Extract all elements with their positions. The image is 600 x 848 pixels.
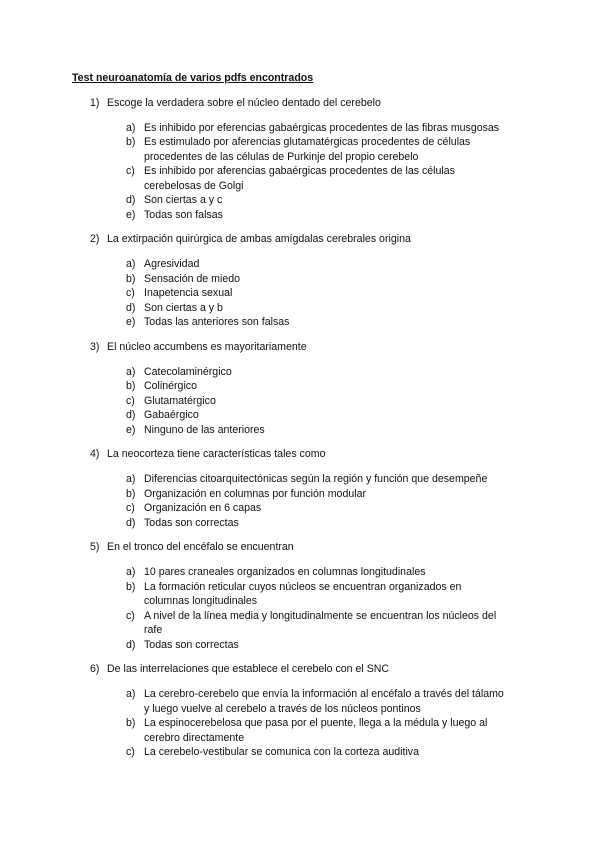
- question-label: El núcleo accumbens es mayoritariamente: [107, 340, 307, 353]
- answer-option: [72, 379, 532, 394]
- option-text: Inapetencia sexual: [144, 287, 233, 299]
- option-text: cerebelosas de Golgi: [144, 179, 244, 192]
- answer-option: [72, 423, 532, 438]
- option-text: procedentes de las células de Purkinje del propio cerebelo: [144, 150, 419, 163]
- option-letter: e): [126, 423, 136, 436]
- option-text: La espinocerebelosa que pasa por el puente, llega a la médula y luego al: [144, 717, 488, 729]
- answer-option: [72, 580, 532, 609]
- option-text: Todas son falsas: [144, 208, 223, 221]
- option-letter: c): [126, 165, 135, 177]
- question-text: [72, 447, 532, 462]
- answer-option: [72, 472, 532, 487]
- question: [72, 540, 532, 652]
- answer-option: [72, 516, 532, 531]
- option-letter: c): [126, 746, 135, 758]
- question-number: 6): [90, 663, 100, 675]
- option-letter: e): [126, 208, 136, 221]
- option-letter: a): [126, 121, 136, 134]
- answer-option: [72, 394, 532, 409]
- option-text: Es inhibido por eferencias gabaérgicas procedentes de las fibras musgosas: [144, 121, 500, 134]
- answer-option: [72, 365, 532, 380]
- answer-option: [72, 121, 532, 136]
- answer-option: [72, 487, 532, 502]
- question-text: [72, 662, 532, 677]
- question-text: [72, 540, 532, 555]
- option-text: Es inhibido por aferencias gabaérgicas procedentes de las células: [144, 165, 455, 177]
- option-letter: a): [126, 365, 136, 378]
- option-text: Colinérgico: [144, 380, 197, 392]
- option-letter: c): [126, 394, 135, 407]
- question: [72, 232, 532, 330]
- answer-option: [72, 164, 532, 193]
- option-letter: b): [126, 380, 136, 392]
- question-number: 5): [90, 541, 100, 553]
- answer-option: [72, 745, 532, 760]
- option-letter: b): [126, 136, 136, 148]
- option-text: rafe: [144, 624, 163, 636]
- option-text: 10 pares craneales organizados en columnas longitudinales: [144, 566, 426, 578]
- question-label: Escoge la verdadera sobre el núcleo dentado del cerebelo: [107, 96, 381, 109]
- option-text: Agresividad: [144, 258, 200, 270]
- option-text: Todas son correctas: [144, 516, 239, 529]
- question-label: La neocorteza tiene características tales como: [107, 448, 326, 460]
- question-number: 4): [90, 448, 100, 460]
- question: [72, 662, 532, 760]
- question-label: De las interrelaciones que establece el cerebelo con el SNC: [107, 663, 390, 675]
- option-text: Todas son correctas: [144, 638, 239, 651]
- option-text: Ninguno de las anteriores: [144, 423, 265, 436]
- option-text: Son ciertas a y c: [144, 194, 223, 206]
- answer-option: [72, 193, 532, 208]
- option-letter: d): [126, 638, 136, 651]
- option-text: Son ciertas a y b: [144, 301, 223, 314]
- option-letter: a): [126, 473, 136, 485]
- option-letter: b): [126, 717, 136, 729]
- question: [72, 96, 532, 223]
- answer-option: [72, 501, 532, 516]
- question: [72, 447, 532, 530]
- option-letter: a): [126, 688, 136, 700]
- answer-option: [72, 208, 532, 223]
- option-text: cerebro directamente: [144, 731, 245, 744]
- question-number: 3): [90, 340, 100, 353]
- question-label: La extirpación quirúrgica de ambas amígdalas cerebrales origina: [107, 233, 411, 245]
- option-letter: a): [126, 566, 136, 578]
- question-number: 1): [90, 96, 100, 109]
- answer-option: [72, 716, 532, 745]
- option-letter: d): [126, 409, 136, 421]
- option-letter: d): [126, 194, 136, 206]
- option-letter: b): [126, 487, 136, 500]
- option-text: Glutamatérgico: [144, 394, 216, 407]
- option-text: columnas longitudinales: [144, 595, 258, 607]
- option-letter: c): [126, 609, 135, 622]
- answer-option: [72, 257, 532, 272]
- option-letter: a): [126, 258, 136, 270]
- option-letter: c): [126, 502, 135, 514]
- option-text: Sensación de miedo: [144, 272, 240, 285]
- question: [72, 340, 532, 438]
- answer-option: [72, 272, 532, 287]
- option-text: Es estimulado por aferencias glutamatérgicas procedentes de células: [144, 136, 471, 148]
- document-page: [72, 71, 532, 770]
- question-text: [72, 96, 532, 111]
- option-text: Organización en 6 capas: [144, 502, 262, 514]
- answer-option: [72, 301, 532, 316]
- question-text: [72, 340, 532, 355]
- option-letter: c): [126, 287, 135, 299]
- question-list: [72, 96, 532, 760]
- option-text: La cerebelo-vestibular se comunica con la corteza auditiva: [144, 746, 419, 758]
- option-letter: b): [126, 272, 136, 285]
- option-text: Todas las anteriores son falsas: [144, 316, 290, 328]
- option-text: Catecolaminérgico: [144, 365, 232, 378]
- answer-option: [72, 408, 532, 423]
- question-text: [72, 232, 532, 247]
- option-text: y luego vuelve al cerebelo a través de los núcleos pontinos: [144, 702, 421, 715]
- option-text: A nivel de la línea media y longitudinalmente se encuentran los núcleos del: [144, 609, 497, 622]
- answer-option: [72, 609, 532, 638]
- option-letter: d): [126, 301, 136, 314]
- answer-option: [72, 315, 532, 330]
- document-title: Test neuroanatomía de varios pdfs encontrados: [72, 72, 314, 84]
- answer-option: [72, 687, 532, 716]
- question-label: En el tronco del encéfalo se encuentran: [107, 541, 294, 553]
- option-letter: d): [126, 516, 136, 529]
- option-text: La cerebro-cerebelo que envía la información al encéfalo a través del tálamo: [144, 688, 504, 700]
- option-text: Diferencias citoarquitectónicas según la región y función que desempeñe: [144, 473, 488, 485]
- question-number: 2): [90, 233, 100, 245]
- option-text: La formación reticular cuyos núcleos se encuentran organizados en: [144, 580, 462, 593]
- option-text: Gabaérgico: [144, 409, 199, 421]
- option-letter: e): [126, 316, 136, 328]
- answer-option: [72, 565, 532, 580]
- answer-option: [72, 286, 532, 301]
- option-letter: b): [126, 580, 136, 593]
- option-text: Organización en columnas por función modular: [144, 487, 367, 500]
- answer-option: [72, 135, 532, 164]
- answer-option: [72, 638, 532, 653]
